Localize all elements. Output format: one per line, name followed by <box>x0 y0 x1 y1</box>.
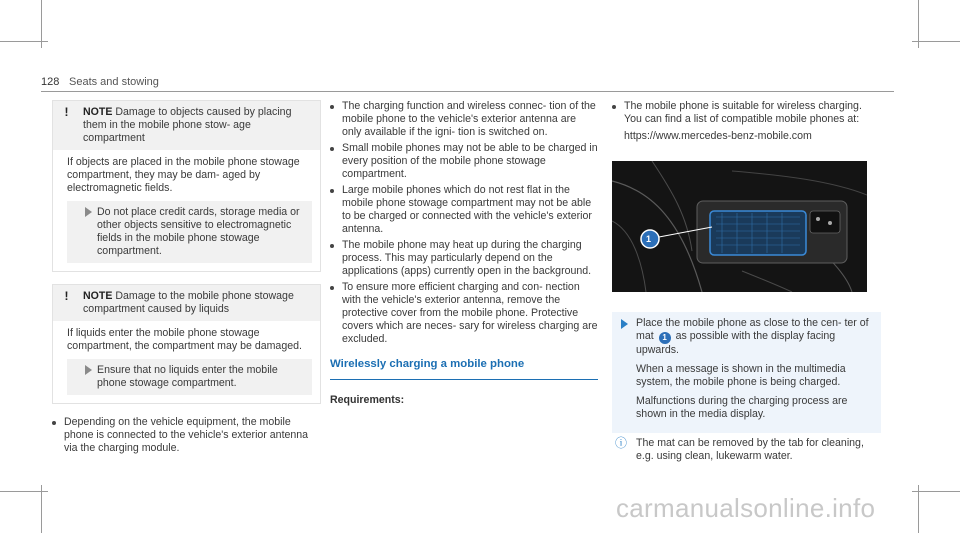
list-item <box>330 142 598 181</box>
crop-mark <box>0 491 48 492</box>
arrow-icon <box>621 319 628 329</box>
list-item-text: The charging function and wireless connec- tion of the mobile phone to the vehicle's exterior antenna are only available if the igni- tion is switched on. <box>342 100 596 138</box>
note-label: NOTE <box>83 106 113 118</box>
list-item-text: The mobile phone may heat up during the charging process. This may particularly depend on the applications (apps) currently open in the background. <box>342 239 592 277</box>
list-item <box>330 184 598 236</box>
section-title: Wirelessly charging a mobile phone <box>330 358 598 380</box>
notice-body <box>53 150 320 271</box>
url-text: https://www.mercedes-benz-mobile.com <box>624 130 812 142</box>
step-text: Malfunctions during the charging process are shown in the media display. <box>636 395 848 420</box>
step-text-after: as possible with the display facing upwards. <box>636 330 836 356</box>
notice-box <box>52 284 321 404</box>
page-number: 128 <box>41 76 60 88</box>
notice-header <box>53 101 320 150</box>
crop-mark <box>41 485 42 533</box>
info-icon: ⓘ <box>615 436 628 450</box>
notice-header <box>53 285 320 321</box>
arrow-icon <box>85 207 92 217</box>
warning-icon: ! <box>64 105 69 119</box>
list-item <box>52 416 321 455</box>
list-item <box>330 100 598 139</box>
section-name: Seats and stowing <box>69 76 159 88</box>
list-item <box>612 100 881 126</box>
crop-mark <box>918 485 919 533</box>
column-right <box>612 100 881 463</box>
callout-badge: 1 <box>659 332 671 344</box>
action-text: Do not place credit cards, storage media or other objects sensitive to electromagnetic fields in the mobile phone stowage compartment. <box>97 206 300 257</box>
bullet-icon <box>330 189 334 193</box>
action-text: Ensure that no liquids enter the mobile phone stowage compartment. <box>97 364 278 389</box>
crop-mark <box>0 41 48 42</box>
notice-text: If objects are placed in the mobile phone stowage compartment, they may be dam- aged by electromagnetic fields. <box>67 156 300 194</box>
column-left <box>52 100 321 458</box>
list-item <box>330 239 598 278</box>
bullet-icon <box>330 147 334 151</box>
arrow-icon <box>85 365 92 375</box>
list-item-text: Large mobile phones which do not rest flat in the mobile phone stowage compartment may not be able to be charged or connected with the vehicle's exterior antenna. <box>342 184 592 235</box>
instruction-step <box>612 312 881 433</box>
figure-callout-label: 1 <box>646 234 652 244</box>
requirements-label: Requirements: <box>330 394 405 406</box>
crop-mark <box>912 41 960 42</box>
tip-note <box>612 437 881 463</box>
bullet-icon <box>612 105 616 109</box>
list-item-text: To ensure more efficient charging and con- nection with the vehicle's exterior antenna, remove the protective cover from the mobile phone. Protective covers which are neces- sary for wireless charging are excluded. <box>342 281 598 345</box>
notice-headline: Damage to objects caused by placing them in the mobile phone stow- age compartment <box>83 106 292 144</box>
action-step <box>67 201 312 263</box>
step-text-before: Place the mobile phone as close to the cen- ter of mat <box>636 317 869 342</box>
tip-text: The mat can be removed by the tab for cleaning, e.g. using clean, lukewarm water. <box>636 437 864 462</box>
page-header <box>41 76 894 92</box>
warning-icon: ! <box>64 289 69 303</box>
notice-body <box>53 321 320 403</box>
bullet-icon <box>330 105 334 109</box>
notice-headline: Damage to the mobile phone stowage compartment caused by liquids <box>83 290 294 315</box>
watermark-text: carmanualsonline.info <box>616 493 876 523</box>
list-item-text: The mobile phone is suitable for wireless charging. You can find a list of compatible mobile phones at: <box>624 100 862 125</box>
charging-tray-photo <box>612 161 867 292</box>
charging-tray-illustration <box>612 161 867 292</box>
step-text <box>636 317 875 357</box>
list-item-text: Depending on the vehicle equipment, the mobile phone is connected to the vehicle's exterior antenna via the charging module. <box>64 416 309 454</box>
bullet-icon <box>52 421 56 425</box>
crop-mark <box>912 491 960 492</box>
action-step <box>67 359 312 395</box>
notice-box <box>52 100 321 272</box>
step-text: When a message is shown in the multimedia system, the mobile phone is being charged. <box>636 363 846 388</box>
list-item <box>330 281 598 346</box>
notice-text: If liquids enter the mobile phone stowage compartment, the compartment may be damaged. <box>67 327 302 352</box>
list-item-text: Small mobile phones may not be able to be charged in every position of the mobile phone stowage compartment. <box>342 142 598 180</box>
bullet-icon <box>330 286 334 290</box>
note-label: NOTE <box>83 290 113 302</box>
bullet-icon <box>330 244 334 248</box>
column-middle <box>330 100 598 407</box>
